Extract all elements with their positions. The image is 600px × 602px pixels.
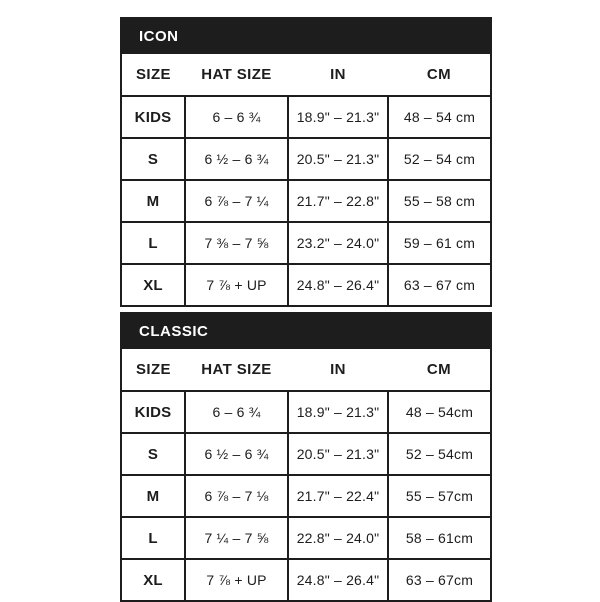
- size-cell: S: [122, 138, 185, 180]
- cm-cell: 48 – 54cm: [388, 391, 490, 433]
- in-cell: 24.8" – 26.4": [288, 559, 388, 600]
- size-cell: XL: [122, 264, 185, 305]
- classic-col-header-size: SIZE: [122, 349, 185, 391]
- table-row-l: [122, 222, 490, 264]
- in-cell: 21.7" – 22.8": [288, 180, 388, 222]
- in-cell: 18.9" – 21.3": [288, 391, 388, 433]
- size-cell: M: [122, 180, 185, 222]
- classic-table-title: CLASSIC: [122, 314, 490, 349]
- table-row-kids: [122, 96, 490, 138]
- cm-cell: 58 – 61cm: [388, 517, 490, 559]
- in-cell: 20.5" – 21.3": [288, 433, 388, 475]
- table-row-s: [122, 433, 490, 475]
- size-cell: L: [122, 517, 185, 559]
- in-cell: 22.8" – 24.0": [288, 517, 388, 559]
- in-cell: 21.7" – 22.4": [288, 475, 388, 517]
- cm-cell: 55 – 58 cm: [388, 180, 490, 222]
- hat-size-cell: 6 ½ – 6 ¾: [185, 138, 288, 180]
- table-row-l: [122, 517, 490, 559]
- table-row-kids: [122, 391, 490, 433]
- cm-cell: 48 – 54 cm: [388, 96, 490, 138]
- table-row-xl: [122, 264, 490, 305]
- hat-size-cell: 7 ¼ – 7 ⅝: [185, 517, 288, 559]
- icon-table-grid: [122, 54, 490, 305]
- table-row-s: [122, 138, 490, 180]
- size-cell: M: [122, 475, 185, 517]
- size-cell: KIDS: [122, 391, 185, 433]
- hat-size-cell: 6 – 6 ¾: [185, 96, 288, 138]
- hat-size-cell: 6 ½ – 6 ¾: [185, 433, 288, 475]
- icon-col-header-cm: CM: [388, 54, 490, 96]
- size-cell: XL: [122, 559, 185, 600]
- in-cell: 24.8" – 26.4": [288, 264, 388, 305]
- icon-header-row: [122, 54, 490, 96]
- cm-cell: 63 – 67cm: [388, 559, 490, 600]
- size-cell: S: [122, 433, 185, 475]
- in-cell: 20.5" – 21.3": [288, 138, 388, 180]
- classic-col-header-cm: CM: [388, 349, 490, 391]
- size-cell: KIDS: [122, 96, 185, 138]
- cm-cell: 63 – 67 cm: [388, 264, 490, 305]
- in-cell: 23.2" – 24.0": [288, 222, 388, 264]
- classic-col-header-hat-size: HAT SIZE: [185, 349, 288, 391]
- table-row-m: [122, 475, 490, 517]
- cm-cell: 59 – 61 cm: [388, 222, 490, 264]
- hat-size-cell: 7 ⅜ – 7 ⅝: [185, 222, 288, 264]
- cm-cell: 52 – 54cm: [388, 433, 490, 475]
- icon-col-header-in: IN: [288, 54, 388, 96]
- icon-size-table: [120, 17, 492, 307]
- icon-table-title: ICON: [122, 19, 490, 54]
- cm-cell: 52 – 54 cm: [388, 138, 490, 180]
- hat-size-cell: 7 ⅞ + UP: [185, 559, 288, 600]
- icon-col-header-hat-size: HAT SIZE: [185, 54, 288, 96]
- hat-size-cell: 6 ⅞ – 7 ¼: [185, 180, 288, 222]
- classic-size-table: [120, 312, 492, 602]
- classic-header-row: [122, 349, 490, 391]
- classic-table-grid: [122, 349, 490, 600]
- size-cell: L: [122, 222, 185, 264]
- hat-size-cell: 6 ⅞ – 7 ⅛: [185, 475, 288, 517]
- in-cell: 18.9" – 21.3": [288, 96, 388, 138]
- table-row-xl: [122, 559, 490, 600]
- classic-col-header-in: IN: [288, 349, 388, 391]
- hat-size-cell: 6 – 6 ¾: [185, 391, 288, 433]
- hat-size-cell: 7 ⅞ + UP: [185, 264, 288, 305]
- icon-col-header-size: SIZE: [122, 54, 185, 96]
- table-row-m: [122, 180, 490, 222]
- cm-cell: 55 – 57cm: [388, 475, 490, 517]
